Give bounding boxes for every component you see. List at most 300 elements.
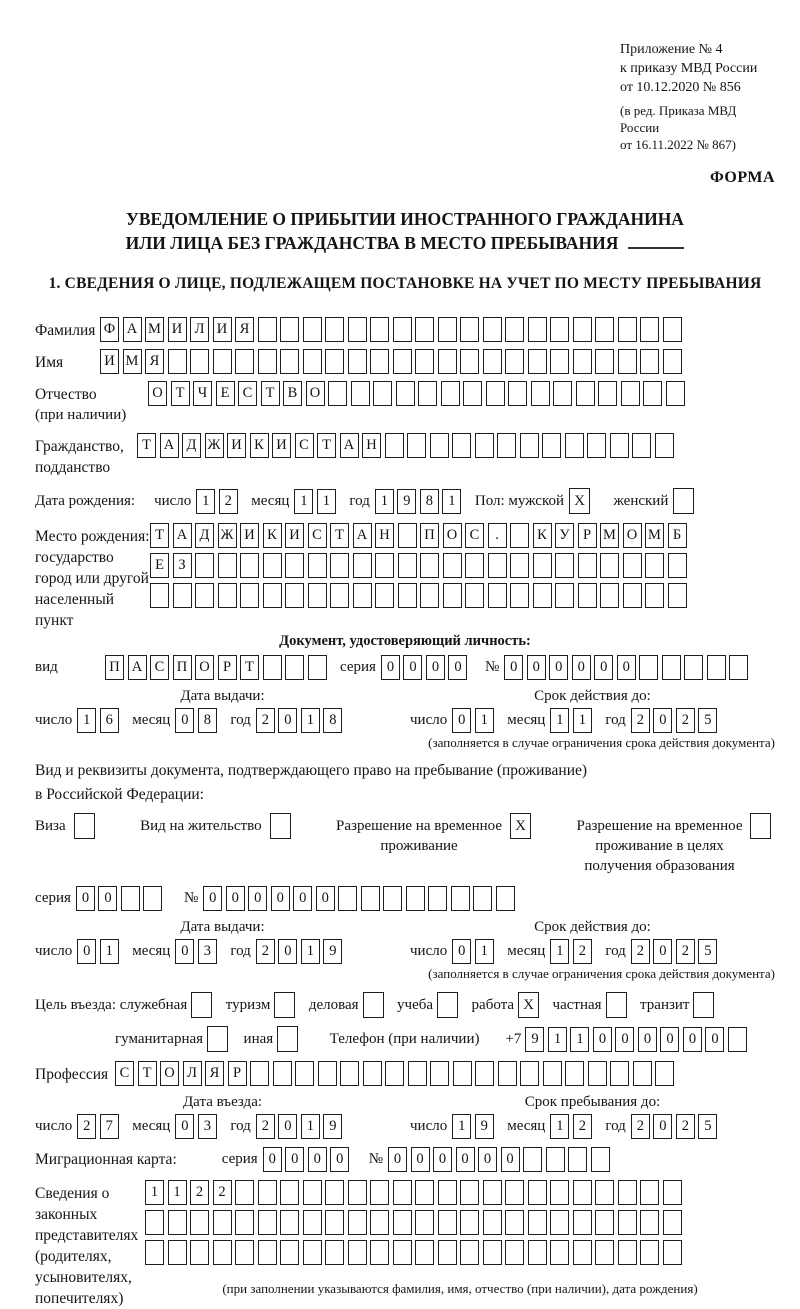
char-box[interactable]: 0: [278, 708, 297, 733]
char-box[interactable]: С: [295, 433, 314, 458]
char-box[interactable]: 0: [478, 1147, 497, 1172]
char-box[interactable]: О: [160, 1061, 179, 1086]
char-box[interactable]: [340, 1061, 359, 1086]
char-box[interactable]: [338, 886, 357, 911]
char-box[interactable]: [555, 553, 574, 578]
char-box[interactable]: 1: [317, 489, 336, 514]
char-box[interactable]: 2: [213, 1180, 232, 1205]
char-box[interactable]: [235, 1240, 254, 1265]
char-box[interactable]: 1: [475, 708, 494, 733]
char-box[interactable]: С: [238, 381, 257, 406]
char-box[interactable]: [573, 349, 592, 374]
char-box[interactable]: [465, 553, 484, 578]
char-box[interactable]: [488, 583, 507, 608]
char-box[interactable]: 7: [100, 1114, 119, 1139]
birth-place-row1-boxes[interactable]: [150, 523, 690, 548]
residence-issue-day-boxes[interactable]: [77, 939, 122, 964]
char-box[interactable]: [483, 1210, 502, 1235]
char-box[interactable]: М: [145, 317, 164, 342]
char-box[interactable]: 0: [98, 886, 117, 911]
char-box[interactable]: [218, 583, 237, 608]
char-box[interactable]: [528, 317, 547, 342]
char-box[interactable]: [303, 1240, 322, 1265]
char-box[interactable]: [520, 433, 539, 458]
char-box[interactable]: [280, 1240, 299, 1265]
residence-number-boxes[interactable]: [203, 886, 518, 911]
char-box[interactable]: [533, 553, 552, 578]
char-box[interactable]: [510, 523, 529, 548]
char-box[interactable]: [418, 381, 437, 406]
char-box[interactable]: [645, 583, 664, 608]
char-box[interactable]: [428, 886, 447, 911]
char-box[interactable]: 0: [426, 655, 445, 680]
char-box[interactable]: [348, 1240, 367, 1265]
char-box[interactable]: 2: [676, 708, 695, 733]
char-box[interactable]: Т: [261, 381, 280, 406]
char-box[interactable]: [408, 1061, 427, 1086]
char-box[interactable]: 1: [145, 1180, 164, 1205]
char-box[interactable]: 1: [550, 1114, 569, 1139]
char-box[interactable]: [150, 583, 169, 608]
char-box[interactable]: [505, 1240, 524, 1265]
char-box[interactable]: [618, 1240, 637, 1265]
char-box[interactable]: [550, 1210, 569, 1235]
char-box[interactable]: Р: [578, 523, 597, 548]
temp-residence-education-checkbox[interactable]: [750, 813, 775, 839]
birth-day-boxes[interactable]: [196, 489, 241, 514]
char-box[interactable]: [662, 655, 681, 680]
char-box[interactable]: 8: [198, 708, 217, 733]
char-box[interactable]: [673, 488, 694, 514]
char-box[interactable]: [285, 655, 304, 680]
char-box[interactable]: [460, 349, 479, 374]
residence-valid-year-boxes[interactable]: [631, 939, 721, 964]
char-box[interactable]: [280, 1210, 299, 1235]
char-box[interactable]: С: [465, 523, 484, 548]
char-box[interactable]: [523, 1147, 542, 1172]
char-box[interactable]: [645, 553, 664, 578]
char-box[interactable]: [263, 655, 282, 680]
char-box[interactable]: [363, 1061, 382, 1086]
char-box[interactable]: [373, 381, 392, 406]
entry-year-boxes[interactable]: [256, 1114, 346, 1139]
char-box[interactable]: [483, 317, 502, 342]
char-box[interactable]: [550, 1240, 569, 1265]
char-box[interactable]: И: [272, 433, 291, 458]
char-box[interactable]: 5: [698, 939, 717, 964]
char-box[interactable]: Л: [190, 317, 209, 342]
char-box[interactable]: [353, 583, 372, 608]
char-box[interactable]: У: [555, 523, 574, 548]
char-box[interactable]: 1: [573, 708, 592, 733]
char-box[interactable]: 9: [323, 1114, 342, 1139]
char-box[interactable]: [505, 1210, 524, 1235]
char-box[interactable]: [543, 1061, 562, 1086]
char-box[interactable]: [191, 992, 212, 1018]
char-box[interactable]: Я: [205, 1061, 224, 1086]
char-box[interactable]: Т: [240, 655, 259, 680]
char-box[interactable]: [528, 349, 547, 374]
char-box[interactable]: 3: [198, 1114, 217, 1139]
char-box[interactable]: 1: [168, 1180, 187, 1205]
residence-series-boxes[interactable]: [76, 886, 166, 911]
char-box[interactable]: [663, 349, 682, 374]
char-box[interactable]: [623, 583, 642, 608]
char-box[interactable]: [610, 433, 629, 458]
char-box[interactable]: X: [518, 992, 539, 1018]
char-box[interactable]: 0: [175, 708, 194, 733]
char-box[interactable]: [655, 1061, 674, 1086]
char-box[interactable]: [693, 992, 714, 1018]
char-box[interactable]: 0: [285, 1147, 304, 1172]
visa-checkbox[interactable]: [74, 813, 99, 839]
profession-boxes[interactable]: [115, 1061, 678, 1086]
char-box[interactable]: П: [105, 655, 124, 680]
char-box[interactable]: [550, 1180, 569, 1205]
char-box[interactable]: И: [227, 433, 246, 458]
char-box[interactable]: [240, 553, 259, 578]
char-box[interactable]: [528, 1180, 547, 1205]
residence-permit-checkbox[interactable]: [270, 813, 295, 839]
char-box[interactable]: 0: [653, 939, 672, 964]
surname-boxes[interactable]: [100, 317, 685, 342]
char-box[interactable]: 2: [676, 1114, 695, 1139]
sex-male-checkbox[interactable]: [569, 488, 594, 514]
char-box[interactable]: П: [173, 655, 192, 680]
char-box[interactable]: [578, 583, 597, 608]
char-box[interactable]: [258, 317, 277, 342]
char-box[interactable]: [595, 317, 614, 342]
char-box[interactable]: 2: [631, 939, 650, 964]
char-box[interactable]: Е: [216, 381, 235, 406]
char-box[interactable]: 0: [433, 1147, 452, 1172]
char-box[interactable]: О: [623, 523, 642, 548]
char-box[interactable]: [565, 433, 584, 458]
char-box[interactable]: [353, 553, 372, 578]
char-box[interactable]: [643, 381, 662, 406]
char-box[interactable]: 0: [617, 655, 636, 680]
char-box[interactable]: [370, 1180, 389, 1205]
char-box[interactable]: .: [488, 523, 507, 548]
char-box[interactable]: [443, 583, 462, 608]
char-box[interactable]: [565, 1061, 584, 1086]
char-box[interactable]: 0: [527, 655, 546, 680]
migration-series-boxes[interactable]: [263, 1147, 353, 1172]
char-box[interactable]: 1: [301, 1114, 320, 1139]
char-box[interactable]: [195, 553, 214, 578]
char-box[interactable]: 0: [76, 886, 95, 911]
char-box[interactable]: [213, 1240, 232, 1265]
char-box[interactable]: 1: [77, 708, 96, 733]
char-box[interactable]: К: [533, 523, 552, 548]
char-box[interactable]: 5: [698, 708, 717, 733]
char-box[interactable]: [250, 1061, 269, 1086]
char-box[interactable]: [668, 583, 687, 608]
char-box[interactable]: 1: [301, 939, 320, 964]
char-box[interactable]: [668, 553, 687, 578]
char-box[interactable]: [573, 317, 592, 342]
char-box[interactable]: [318, 1061, 337, 1086]
purpose-other-checkbox[interactable]: [277, 1026, 302, 1052]
char-box[interactable]: [415, 349, 434, 374]
char-box[interactable]: 9: [475, 1114, 494, 1139]
char-box[interactable]: [407, 433, 426, 458]
char-box[interactable]: [370, 349, 389, 374]
residence-valid-day-boxes[interactable]: [452, 939, 497, 964]
char-box[interactable]: [325, 1240, 344, 1265]
char-box[interactable]: Б: [668, 523, 687, 548]
char-box[interactable]: [285, 553, 304, 578]
phone-boxes[interactable]: [525, 1027, 750, 1052]
char-box[interactable]: 0: [77, 939, 96, 964]
char-box[interactable]: [618, 1210, 637, 1235]
char-box[interactable]: [588, 1061, 607, 1086]
char-box[interactable]: 0: [203, 886, 222, 911]
char-box[interactable]: [488, 553, 507, 578]
char-box[interactable]: 0: [504, 655, 523, 680]
char-box[interactable]: X: [569, 488, 590, 514]
char-box[interactable]: 0: [381, 655, 400, 680]
char-box[interactable]: С: [150, 655, 169, 680]
char-box[interactable]: [415, 1240, 434, 1265]
char-box[interactable]: [258, 1240, 277, 1265]
char-box[interactable]: [385, 433, 404, 458]
char-box[interactable]: [595, 1240, 614, 1265]
purpose-humanitarian-checkbox[interactable]: [207, 1026, 232, 1052]
char-box[interactable]: [578, 553, 597, 578]
char-box[interactable]: 0: [448, 655, 467, 680]
residence-valid-month-boxes[interactable]: [550, 939, 595, 964]
char-box[interactable]: [303, 1210, 322, 1235]
char-box[interactable]: [510, 583, 529, 608]
char-box[interactable]: [375, 583, 394, 608]
char-box[interactable]: [280, 1180, 299, 1205]
char-box[interactable]: 0: [248, 886, 267, 911]
char-box[interactable]: [195, 583, 214, 608]
char-box[interactable]: [308, 553, 327, 578]
char-box[interactable]: [606, 992, 627, 1018]
char-box[interactable]: [639, 655, 658, 680]
char-box[interactable]: З: [173, 553, 192, 578]
char-box[interactable]: [573, 1180, 592, 1205]
stay-year-boxes[interactable]: [631, 1114, 721, 1139]
birth-place-row3-boxes[interactable]: [150, 583, 690, 608]
char-box[interactable]: А: [340, 433, 359, 458]
char-box[interactable]: 0: [683, 1027, 702, 1052]
char-box[interactable]: [74, 813, 95, 839]
char-box[interactable]: [595, 349, 614, 374]
char-box[interactable]: А: [353, 523, 372, 548]
char-box[interactable]: 2: [77, 1114, 96, 1139]
char-box[interactable]: Т: [171, 381, 190, 406]
char-box[interactable]: [498, 1061, 517, 1086]
char-box[interactable]: Л: [183, 1061, 202, 1086]
residence-issue-month-boxes[interactable]: [175, 939, 220, 964]
char-box[interactable]: [370, 317, 389, 342]
char-box[interactable]: [618, 1180, 637, 1205]
char-box[interactable]: [528, 1240, 547, 1265]
name-boxes[interactable]: [100, 349, 685, 374]
char-box[interactable]: Я: [145, 349, 164, 374]
char-box[interactable]: [483, 1180, 502, 1205]
char-box[interactable]: М: [600, 523, 619, 548]
char-box[interactable]: [496, 886, 515, 911]
representatives-row3-boxes[interactable]: [145, 1240, 685, 1265]
char-box[interactable]: [351, 381, 370, 406]
char-box[interactable]: 1: [301, 708, 320, 733]
char-box[interactable]: [473, 886, 492, 911]
char-box[interactable]: [443, 553, 462, 578]
char-box[interactable]: [465, 583, 484, 608]
char-box[interactable]: 2: [573, 939, 592, 964]
char-box[interactable]: Р: [228, 1061, 247, 1086]
char-box[interactable]: [258, 1210, 277, 1235]
char-box[interactable]: [640, 349, 659, 374]
char-box[interactable]: [595, 1210, 614, 1235]
stay-day-boxes[interactable]: [452, 1114, 497, 1139]
char-box[interactable]: 0: [660, 1027, 679, 1052]
char-box[interactable]: 2: [573, 1114, 592, 1139]
char-box[interactable]: Ч: [193, 381, 212, 406]
char-box[interactable]: [235, 349, 254, 374]
char-box[interactable]: [393, 317, 412, 342]
char-box[interactable]: [553, 381, 572, 406]
char-box[interactable]: И: [285, 523, 304, 548]
char-box[interactable]: [263, 553, 282, 578]
char-box[interactable]: 0: [226, 886, 245, 911]
char-box[interactable]: [235, 1180, 254, 1205]
char-box[interactable]: [235, 1210, 254, 1235]
char-box[interactable]: [325, 349, 344, 374]
char-box[interactable]: [505, 349, 524, 374]
char-box[interactable]: [663, 317, 682, 342]
char-box[interactable]: 2: [190, 1180, 209, 1205]
char-box[interactable]: [330, 583, 349, 608]
temp-residence-checkbox[interactable]: [510, 813, 535, 839]
purpose-tourism-checkbox[interactable]: [274, 992, 299, 1018]
char-box[interactable]: [595, 1180, 614, 1205]
char-box[interactable]: [587, 433, 606, 458]
char-box[interactable]: [258, 1180, 277, 1205]
char-box[interactable]: [598, 381, 617, 406]
char-box[interactable]: [520, 1061, 539, 1086]
char-box[interactable]: [663, 1210, 682, 1235]
migration-number-boxes[interactable]: [388, 1147, 613, 1172]
char-box[interactable]: [438, 1180, 457, 1205]
char-box[interactable]: 1: [375, 489, 394, 514]
char-box[interactable]: Д: [195, 523, 214, 548]
char-box[interactable]: 0: [452, 708, 471, 733]
char-box[interactable]: И: [168, 317, 187, 342]
char-box[interactable]: [325, 1210, 344, 1235]
char-box[interactable]: [542, 433, 561, 458]
char-box[interactable]: [475, 1061, 494, 1086]
char-box[interactable]: X: [510, 813, 531, 839]
sex-female-checkbox[interactable]: [673, 488, 698, 514]
birth-year-boxes[interactable]: [375, 489, 465, 514]
char-box[interactable]: [460, 317, 479, 342]
char-box[interactable]: 0: [705, 1027, 724, 1052]
char-box[interactable]: А: [173, 523, 192, 548]
doc-issue-month-boxes[interactable]: [175, 708, 220, 733]
char-box[interactable]: [348, 317, 367, 342]
char-box[interactable]: [486, 381, 505, 406]
char-box[interactable]: [430, 433, 449, 458]
char-box[interactable]: 0: [456, 1147, 475, 1172]
doc-valid-day-boxes[interactable]: [452, 708, 497, 733]
char-box[interactable]: [303, 1180, 322, 1205]
char-box[interactable]: 0: [572, 655, 591, 680]
char-box[interactable]: [621, 381, 640, 406]
char-box[interactable]: [375, 553, 394, 578]
char-box[interactable]: [145, 1210, 164, 1235]
char-box[interactable]: 0: [411, 1147, 430, 1172]
char-box[interactable]: [325, 1180, 344, 1205]
char-box[interactable]: [277, 1026, 298, 1052]
char-box[interactable]: М: [645, 523, 664, 548]
char-box[interactable]: [618, 349, 637, 374]
char-box[interactable]: [258, 349, 277, 374]
char-box[interactable]: [420, 583, 439, 608]
char-box[interactable]: 1: [570, 1027, 589, 1052]
char-box[interactable]: [213, 1210, 232, 1235]
char-box[interactable]: [348, 349, 367, 374]
char-box[interactable]: [438, 1210, 457, 1235]
char-box[interactable]: [483, 1240, 502, 1265]
char-box[interactable]: [385, 1061, 404, 1086]
char-box[interactable]: [168, 1240, 187, 1265]
char-box[interactable]: [460, 1210, 479, 1235]
char-box[interactable]: 1: [442, 489, 461, 514]
char-box[interactable]: А: [160, 433, 179, 458]
char-box[interactable]: [398, 523, 417, 548]
char-box[interactable]: [573, 1210, 592, 1235]
char-box[interactable]: [398, 553, 417, 578]
char-box[interactable]: 1: [550, 708, 569, 733]
char-box[interactable]: [505, 317, 524, 342]
char-box[interactable]: [348, 1210, 367, 1235]
char-box[interactable]: [274, 992, 295, 1018]
char-box[interactable]: [218, 553, 237, 578]
char-box[interactable]: 0: [653, 1114, 672, 1139]
purpose-study-checkbox[interactable]: [437, 992, 462, 1018]
char-box[interactable]: [640, 1210, 659, 1235]
char-box[interactable]: [666, 381, 685, 406]
char-box[interactable]: К: [250, 433, 269, 458]
char-box[interactable]: [684, 655, 703, 680]
char-box[interactable]: 2: [631, 1114, 650, 1139]
char-box[interactable]: Т: [330, 523, 349, 548]
char-box[interactable]: Т: [150, 523, 169, 548]
char-box[interactable]: [280, 317, 299, 342]
char-box[interactable]: [453, 1061, 472, 1086]
char-box[interactable]: [190, 1210, 209, 1235]
char-box[interactable]: [370, 1240, 389, 1265]
char-box[interactable]: [533, 583, 552, 608]
char-box[interactable]: [121, 886, 140, 911]
char-box[interactable]: [420, 553, 439, 578]
char-box[interactable]: И: [240, 523, 259, 548]
char-box[interactable]: 1: [452, 1114, 471, 1139]
purpose-official-checkbox[interactable]: [191, 992, 216, 1018]
char-box[interactable]: 0: [293, 886, 312, 911]
char-box[interactable]: [415, 1210, 434, 1235]
char-box[interactable]: [168, 349, 187, 374]
char-box[interactable]: [441, 381, 460, 406]
char-box[interactable]: [383, 886, 402, 911]
char-box[interactable]: Я: [235, 317, 254, 342]
char-box[interactable]: 2: [676, 939, 695, 964]
